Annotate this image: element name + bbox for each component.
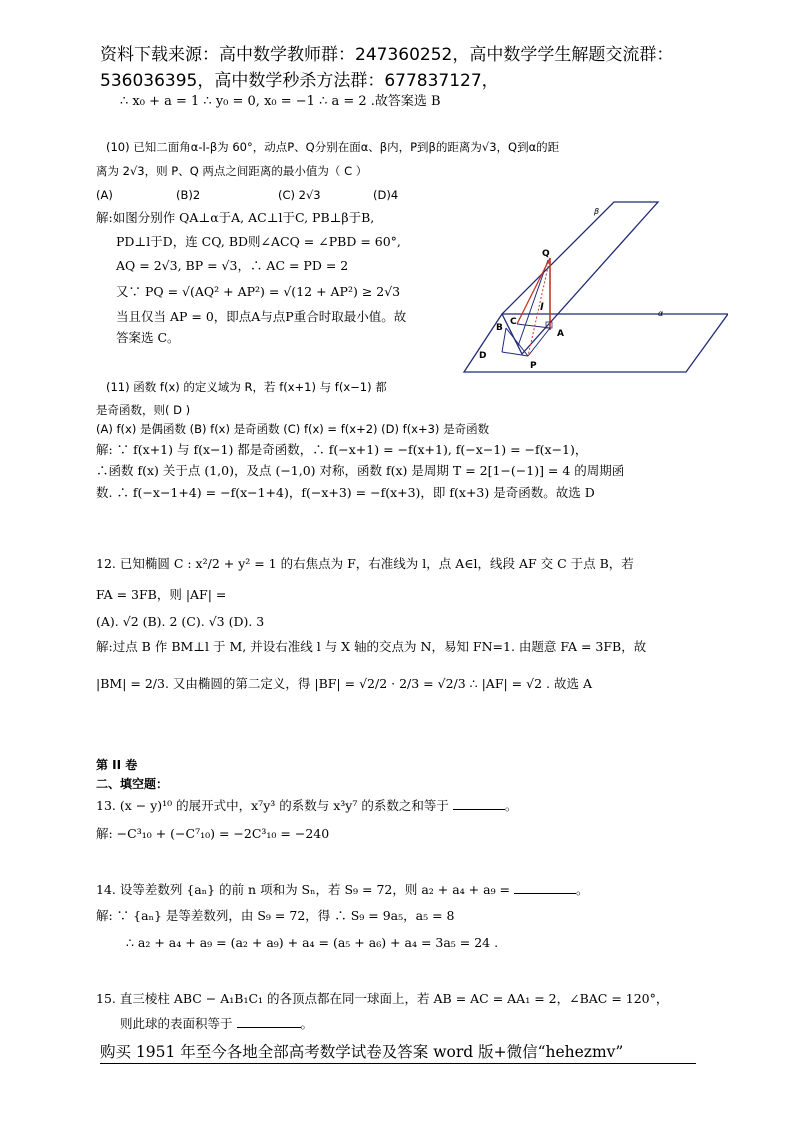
q10-option-c: (C) 2√3 xyxy=(278,188,321,202)
header-line-2: 536036395，高中数学秒杀方法群：677837127， xyxy=(100,71,499,91)
q11-solution-line-3: 数. ∴ f(−x−1+4) = −f(x−1+4)，f(−x+3) = −f(x+3)，即 f(x+3) 是奇函数。故选 D xyxy=(96,485,595,500)
q15-stem-text: 则此球的表面积等于 xyxy=(120,1016,233,1031)
q11-solution-line-1: 解: ∵ f(x+1) 与 f(x−1) 都是奇函数，∴ f(−x+1) = −f(x+1), f(−x−1) = −f(x−1)， xyxy=(96,442,588,457)
q13-solution: 解: −C³₁₀ + (−C⁷₁₀) = −2C³₁₀ = −240 xyxy=(96,826,330,841)
q13-stem-text: 13. (x − y)¹⁰ 的展开式中，x⁷y³ 的系数与 x³y⁷ 的系数之和等于 xyxy=(96,798,449,813)
footer-divider xyxy=(100,1063,696,1064)
q10-stem-line-2: 离为 2√3，则 P、Q 两点之间距离的最小值为（ C ） xyxy=(96,164,368,178)
q10-solution-line-2: PD⊥l于D，连 CQ, BD则∠ACQ = ∠PBD = 60°, xyxy=(116,234,401,249)
dihedral-figure xyxy=(462,198,728,380)
q14-stem-text: 14. 设等差数列 {aₙ} 的前 n 项和为 Sₙ，若 S₉ = 72，则 a₂ + a₄ + a₉ = xyxy=(96,882,511,897)
q10-stem-line-1: (10) 已知二面角α-l-β为 60°，动点P、Q分别在面α、β内，P到β的距离为√3，Q到α的距 xyxy=(106,140,560,154)
header-line-1: 资料下载来源：高中数学教师群：247360252，高中数学学生解题交流群： xyxy=(100,45,674,65)
q12-solution-line-1: 解:过点 B 作 BM⊥l 于 M, 并设右准线 l 与 X 轴的交点为 N，易知 FN=1. 由题意 FA = 3FB，故 xyxy=(96,639,647,654)
q12-solution-line-2: |BM| = 2/3. 又由椭圆的第二定义，得 |BF| = √2/2 · 2/3 = √2/3 ∴ |AF| = √2 . 故选 A xyxy=(96,676,592,691)
q10-solution-line-5: 当且仅当 AP = 0，即点A与点P重合时取最小值。故 xyxy=(116,309,407,324)
segment-bp xyxy=(506,328,528,356)
label-beta: β xyxy=(594,207,600,216)
q14-solution-line-1: 解: ∵ {aₙ} 是等差数列，由 S₉ = 72，得 ∴ S₉ = 9a₅，a₅ = 8 xyxy=(96,908,455,923)
q11-stem-line-1: (11) 函数 f(x) 的定义域为 R，若 f(x+1) 与 f(x−1) 都 xyxy=(106,380,387,394)
q11-solution-line-2: ∴函数 f(x) 关于点 (1,0)，及点 (−1,0) 对称，函数 f(x) 是周期 T = 2[1−(−1)] = 4 的周期函 xyxy=(96,463,625,478)
label-a: A xyxy=(557,329,564,339)
q14-stem xyxy=(96,882,589,898)
plane-beta xyxy=(502,202,658,354)
q10-option-a: (A) xyxy=(96,188,113,202)
q12-stem-line-1: 12. 已知椭圆 C : x²/2 + y² = 1 的右焦点为 F，右准线为 l，点 A∈l，线段 AF 交 C 于点 B，若 xyxy=(96,556,634,571)
q11-stem-line-2: 是奇函数，则( D ) xyxy=(96,403,191,417)
segment-pa xyxy=(528,328,550,356)
q15-stem-end: 。 xyxy=(300,1016,314,1031)
label-q: Q xyxy=(542,249,550,259)
footer-text: 购买 1951 年至今各地全部高考数学试卷及答案 word 版+微信“hehezmv” xyxy=(100,1043,624,1061)
q13-answer-blank[interactable] xyxy=(453,799,505,810)
q12-stem-line-2: FA = 3FB，则 |AF| = xyxy=(96,587,227,602)
q14-answer-blank[interactable] xyxy=(514,883,576,894)
q10-solution-line-6: 答案选 C。 xyxy=(116,330,180,345)
intro-line: ∴ x₀ + a = 1 ∴ y₀ = 0, x₀ = −1 ∴ a = 2 .故答案选 B xyxy=(120,94,441,109)
label-c: C xyxy=(510,317,517,327)
q14-solution-line-2: ∴ a₂ + a₄ + a₉ = (a₂ + a₉) + a₄ = (a₅ + a₆) + a₄ = 3a₅ = 24 . xyxy=(126,935,499,950)
q11-options: (A) f(x) 是偶函数 (B) f(x) 是奇函数 (C) f(x) = f(x+2) (D) f(x+3) 是奇函数 xyxy=(96,422,490,436)
q10-option-d: (D)4 xyxy=(373,188,399,202)
label-d: D xyxy=(479,351,487,361)
segment-ca xyxy=(517,324,550,328)
section-subtitle: 二、填空题： xyxy=(96,777,169,791)
label-p: P xyxy=(530,361,537,371)
q10-solution-line-3: AQ = 2√3, BP = √3，∴ AC = PD = 2 xyxy=(116,258,349,273)
q15-stem-line-2 xyxy=(120,1016,313,1032)
q10-solution-line-4: 又∵ PQ = √(AQ² + AP²) = √(12 + AP²) ≥ 2√3 xyxy=(116,284,401,299)
q13-stem-end: 。 xyxy=(504,798,518,813)
label-alpha: α xyxy=(658,309,664,318)
q15-stem-line-1: 15. 直三棱柱 ABC − A₁B₁C₁ 的各顶点都在同一球面上，若 AB = AC = AA₁ = 2，∠BAC = 120°， xyxy=(96,991,669,1006)
q15-answer-blank[interactable] xyxy=(237,1017,301,1028)
q10-solution-line-1: 解:如图分别作 QA⊥α于A, AC⊥l于C, PB⊥β于B, xyxy=(96,210,375,225)
label-b: B xyxy=(496,323,503,333)
label-l: l xyxy=(540,302,544,313)
q12-options: (A). √2 (B). 2 (C). √3 (D). 3 xyxy=(96,614,265,629)
q13-stem xyxy=(96,798,517,814)
section-title: 第 II 卷 xyxy=(96,758,138,772)
q10-option-b: (B)2 xyxy=(176,188,201,202)
q14-stem-end: 。 xyxy=(576,882,589,897)
